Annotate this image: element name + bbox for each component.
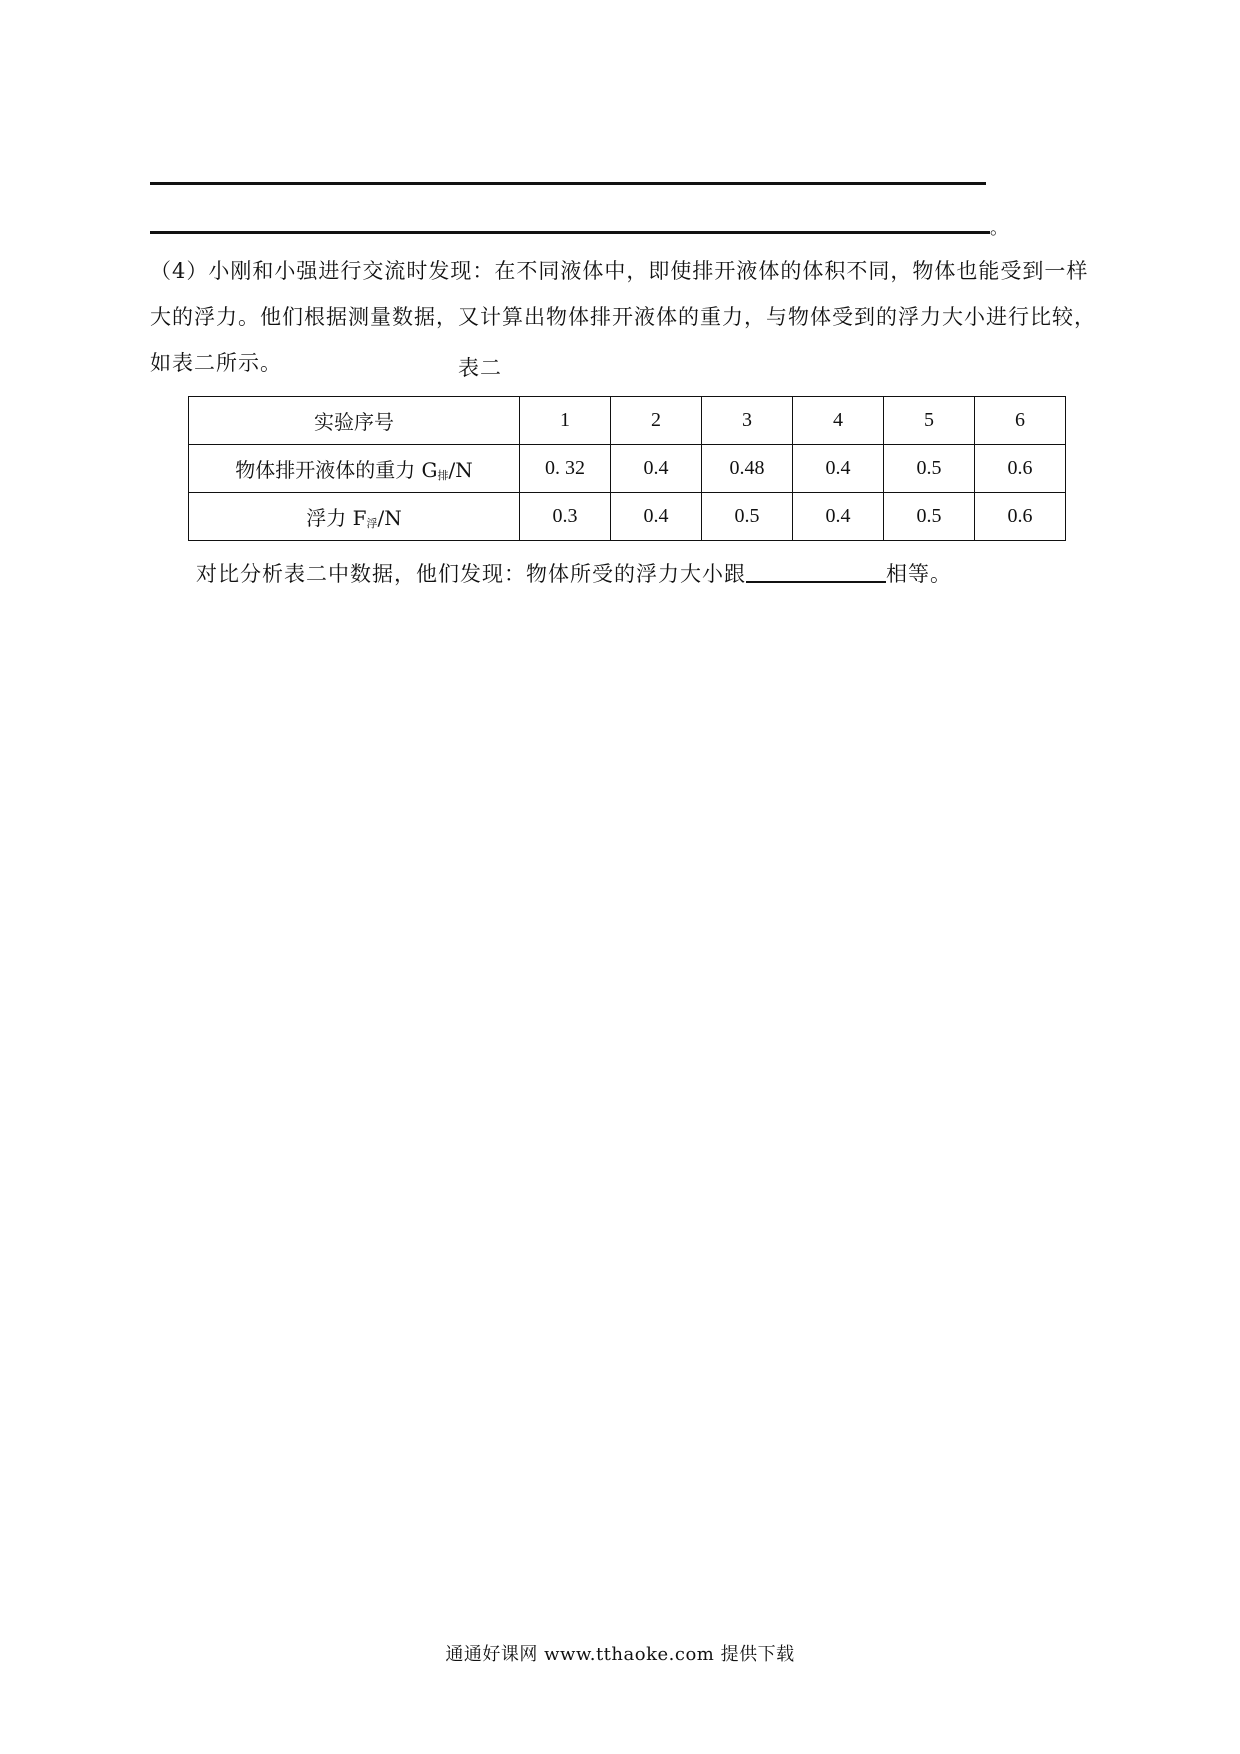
- table-row-buoyancy: [189, 493, 1066, 541]
- trial-1: 1: [520, 397, 611, 445]
- cell: 0. 32: [520, 445, 611, 493]
- header-label: 实验序号: [189, 397, 520, 445]
- answer-line-end-punct: 。: [990, 218, 1008, 239]
- cell: 0.5: [702, 493, 793, 541]
- table-row-displaced-weight: [189, 445, 1066, 493]
- table-caption: 表二: [458, 356, 502, 380]
- trial-4: 4: [793, 397, 884, 445]
- question-4-text: （4）小刚和小强进行交流时发现：在不同液体中，即使排开液体的体积不同，物体也能受到一样大的浮力。他们根据测量数据，又计算出物体排开液体的重力，与物体受到的浮力大小进行比较，如表二所示。: [150, 259, 1096, 375]
- conclusion-sentence: 对比分析表二中数据，他们发现：物体所受的浮力大小跟 相等。: [196, 562, 952, 586]
- cell: 0.4: [611, 445, 702, 493]
- cell: 0.48: [702, 445, 793, 493]
- row-label-buoyancy: 浮力 $F_浮/N$: [189, 493, 520, 541]
- cell: 0.3: [520, 493, 611, 541]
- cell: 0.5: [884, 445, 975, 493]
- answer-line-2[interactable]: [150, 231, 990, 234]
- cell: 0.4: [793, 445, 884, 493]
- table-row-header: [189, 397, 1066, 445]
- row-label-displaced-weight: 物体排开液体的重力 $G_排/N$: [189, 445, 520, 493]
- cell: 0.5: [884, 493, 975, 541]
- cell: 0.6: [975, 493, 1066, 541]
- answer-line-1[interactable]: [150, 182, 986, 185]
- trial-3: 3: [702, 397, 793, 445]
- trial-2: 2: [611, 397, 702, 445]
- cell: 0.4: [793, 493, 884, 541]
- answer-blank[interactable]: [746, 561, 886, 583]
- page-footer: 通通好课网 www.tthaoke.com 提供下载: [445, 1644, 795, 1665]
- trial-5: 5: [884, 397, 975, 445]
- data-table: [188, 396, 1066, 541]
- cell: 0.4: [611, 493, 702, 541]
- cell: 0.6: [975, 445, 1066, 493]
- trial-6: 6: [975, 397, 1066, 445]
- question-4-paragraph: [150, 248, 1110, 386]
